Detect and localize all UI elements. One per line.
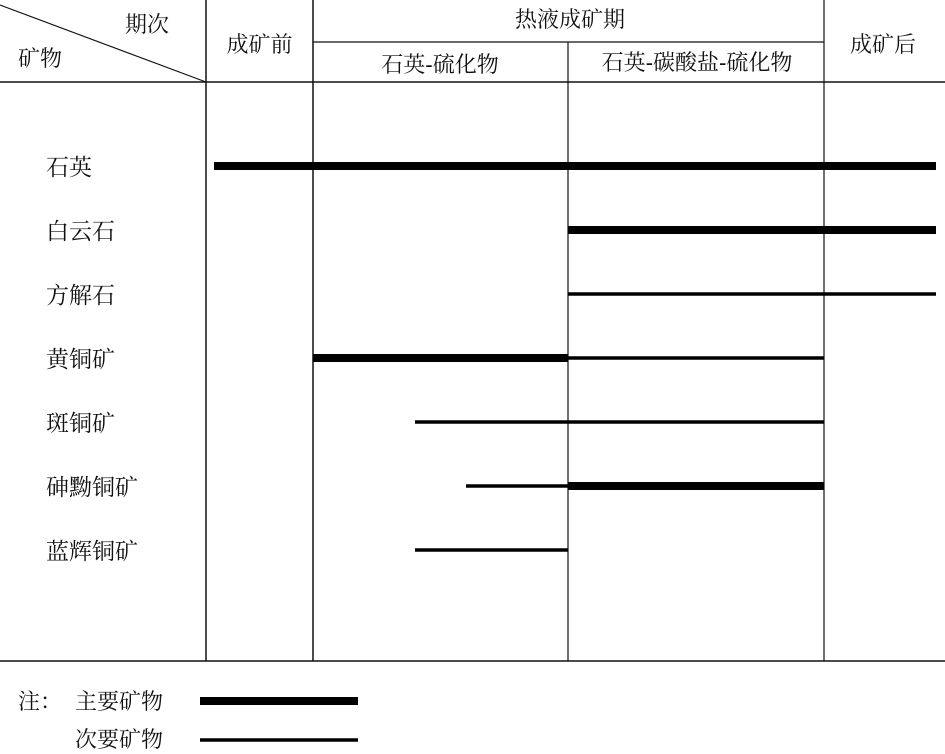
header-labels — [18, 8, 916, 78]
legend — [18, 690, 358, 753]
mineral-rows — [46, 155, 936, 565]
corner-top-label: 期次 — [125, 13, 170, 38]
legend-note-prefix: 注： — [18, 690, 63, 715]
hydrothermal-stage-label: 热液成矿期 — [514, 8, 626, 33]
sub-stage-2-label: 石英-碳酸盐-硫化物 — [601, 51, 793, 76]
legend-minor-label: 次要矿物 — [75, 728, 164, 753]
mineral-label: 砷黝铜矿 — [46, 475, 138, 501]
mineral-label: 黄铜矿 — [46, 347, 115, 373]
mineral-label: 蓝辉铜矿 — [46, 539, 138, 565]
legend-major-label: 主要矿物 — [75, 690, 164, 715]
post-stage-label: 成矿后 — [849, 33, 917, 58]
mineral-label: 石英 — [46, 155, 92, 181]
mineral-label: 白云石 — [46, 219, 115, 245]
mineral-label: 方解石 — [46, 283, 115, 309]
pre-stage-label: 成矿前 — [226, 33, 293, 58]
sub-stage-1-label: 石英-硫化物 — [381, 53, 499, 78]
corner-bottom-label: 矿物 — [18, 47, 63, 72]
mineral-label: 斑铜矿 — [46, 411, 115, 437]
